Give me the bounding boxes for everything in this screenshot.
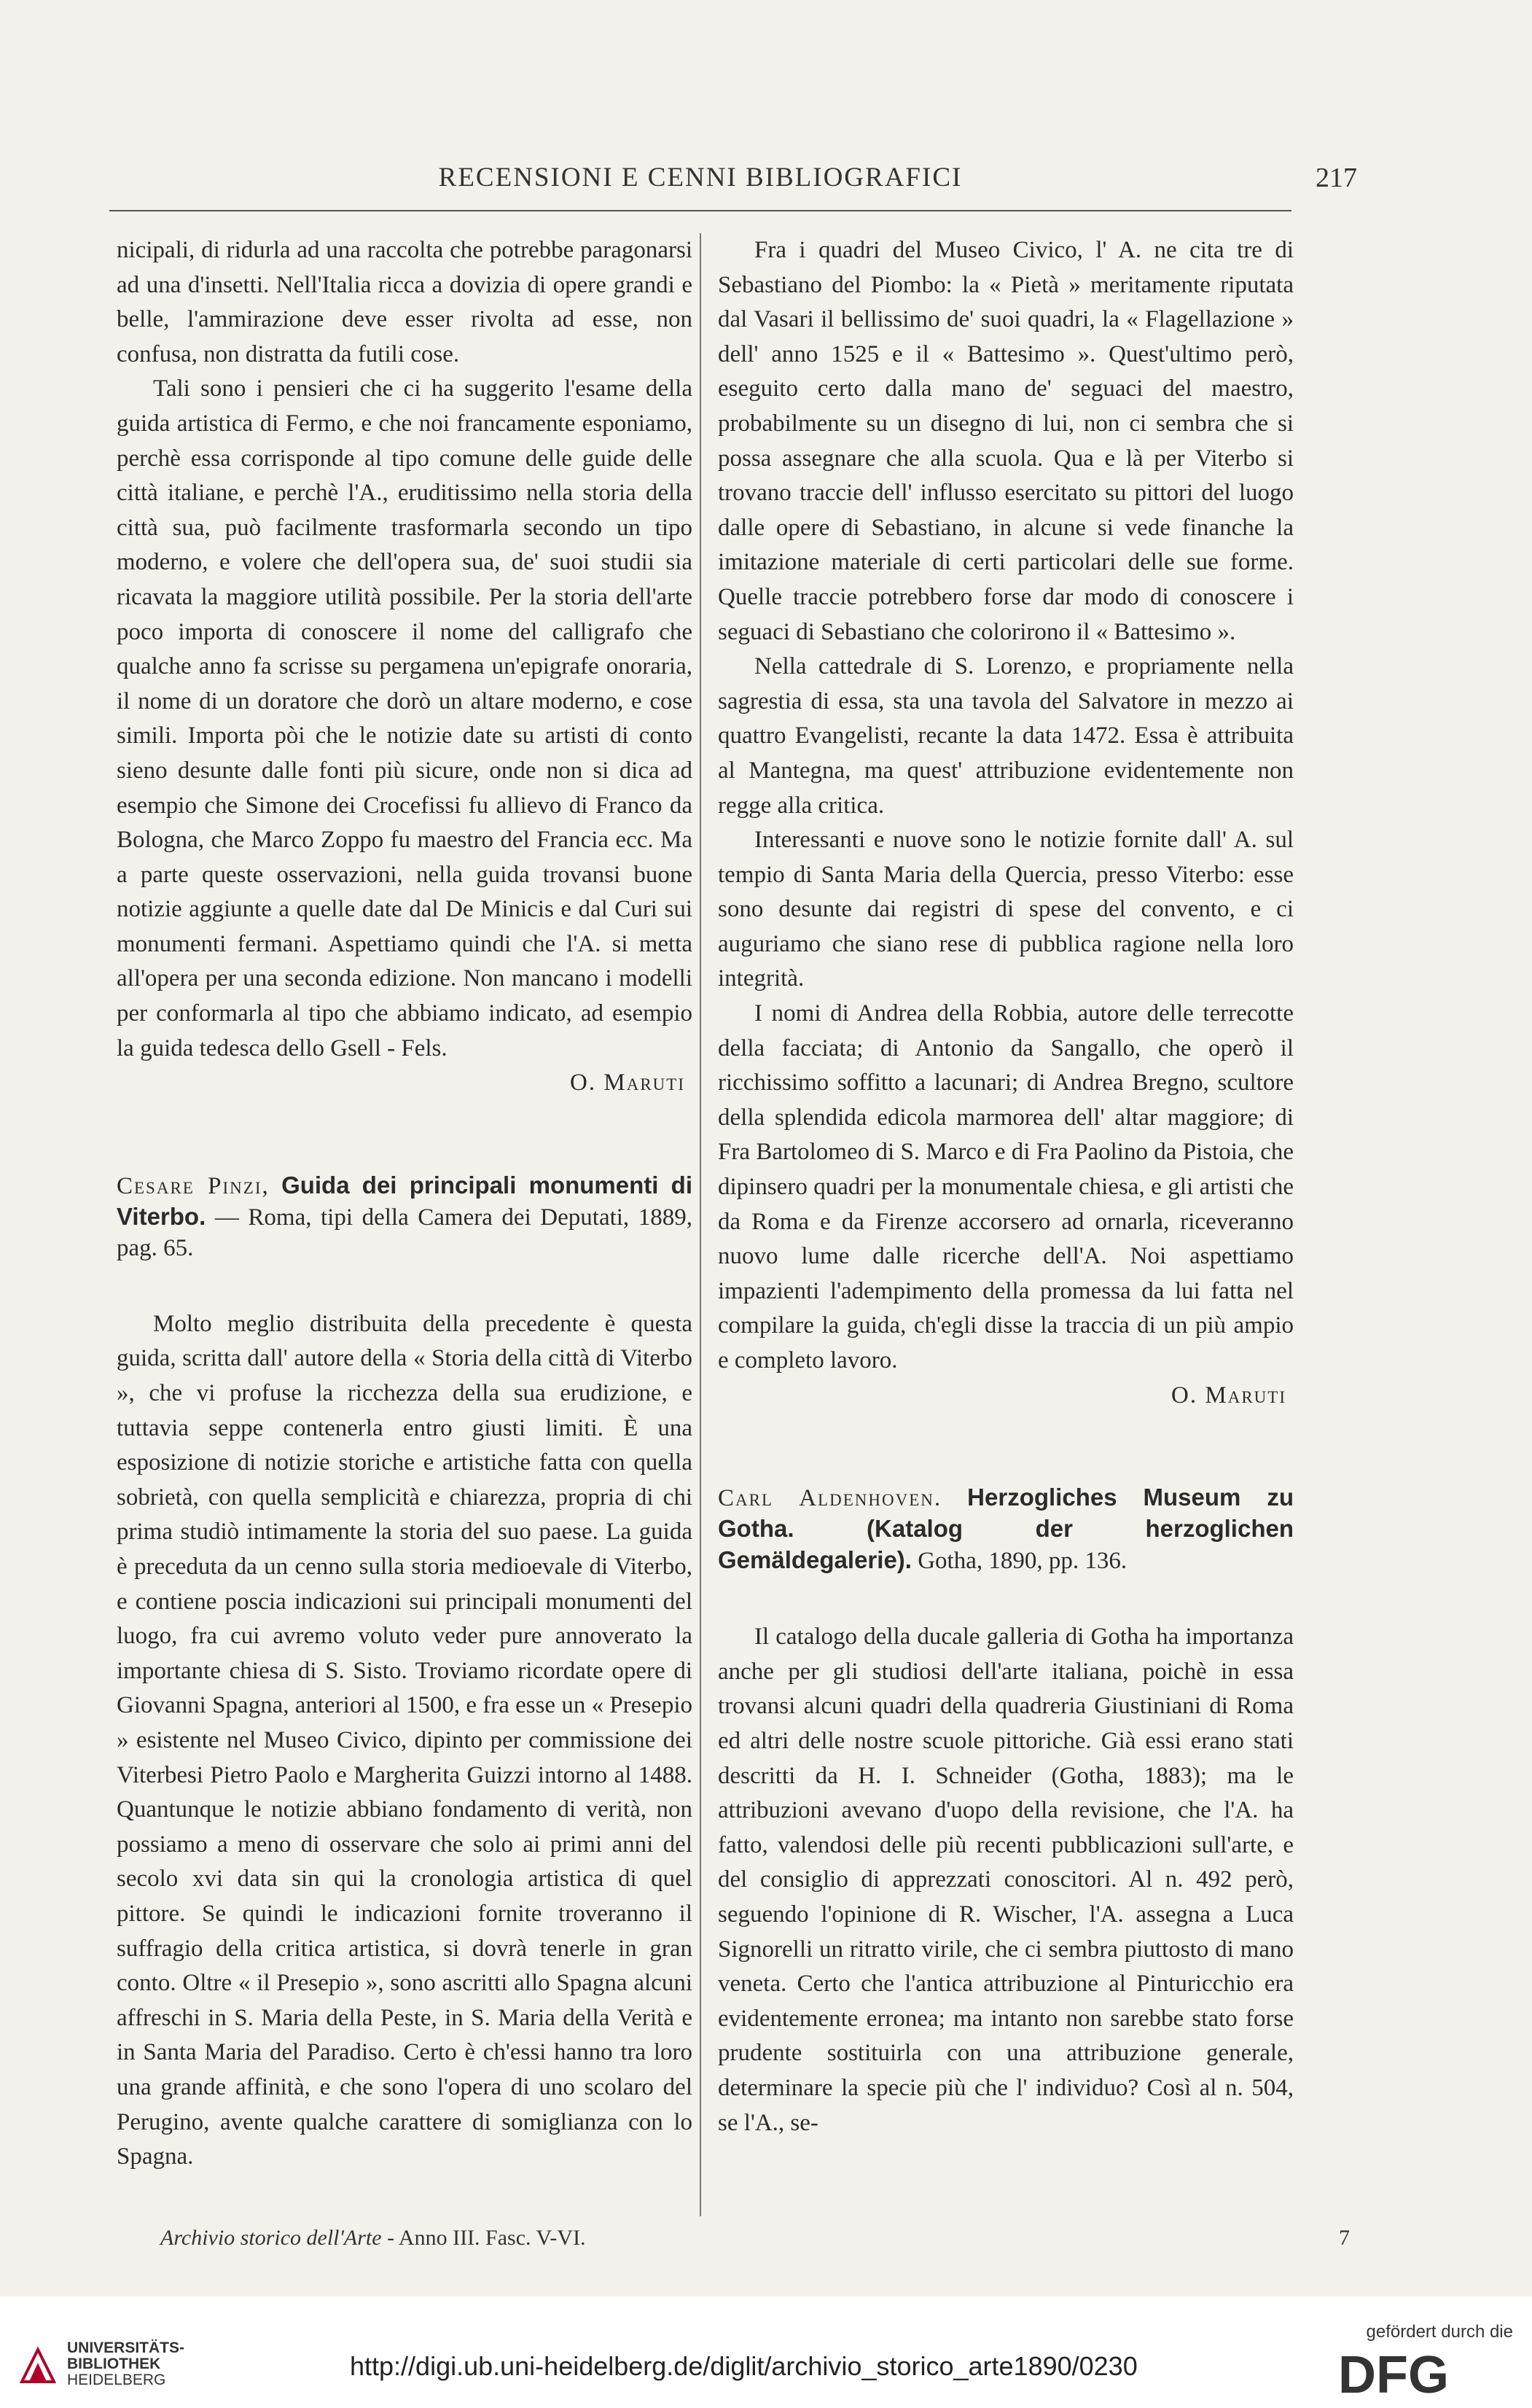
university-library-name bbox=[67, 2340, 184, 2388]
review-heading bbox=[718, 1482, 1294, 1576]
running-title: RECENSIONI E CENNI BIBLIOGRAFICI bbox=[438, 163, 963, 192]
dfg-logo-text: DFG bbox=[1338, 2349, 1449, 2397]
funding-label: gefördert durch die bbox=[1366, 2322, 1513, 2342]
paragraph: Molto meglio distribuita della precedente è questa guida, scritta dall' autore della « Storia della città di Viterbo », che vi profuse la ricchezza della sua erudizione, e tuttavia seppe contenerla entro giusti limiti. È una esposizione di notizie storiche e artistiche fatta con quella sobrietà, con quella semplicità e chiarezza, propria di chi prima studiò intimamente la storia del suo paese. La guida è preceduta da un cenno sulla storia medioevale di Viterbo, e contiene poscia indicazioni sui principali monumenti del luogo, fra cui avremo voluto veder pure annoverato la importante chiesa di S. Sisto. Troviamo ricordate opere di Giovanni Spagna, anteriori al 1500, e fra esse un « Presepio » esistente nel Museo Civico, dipinto per commissione dei Viterbesi Pietro Paolo e Margherita Guizzi intorno al 1488. Quantunque le notizie abbiano fondamento di verità, non possiamo a meno di osservare che solo ai primi anni del secolo xvi data sin qui la cronologia artistica di quel pittore. Se quindi le indicazioni fornite troveranno il suffragio della critica artistica, si dovrà tenerle in gran conto. Oltre « il Presepio », sono ascritti allo Spagna alcuni affreschi in S. Maria della Peste, in S. Maria della Verità e in Santa Maria del Paradiso. Certo è ch'essi hanno tra loro una grande affinità, e che sono l'opera di uno scolaro del Perugino, avente qualche carattere di somiglianza con lo Spagna. bbox=[117, 1310, 692, 2170]
review-heading bbox=[117, 1170, 692, 1263]
ub-line: BIBLIOTHEK bbox=[67, 2356, 161, 2372]
column-divider bbox=[700, 233, 701, 2216]
paragraph: nicipali, di ridurla ad una raccolta che potrebbe paragonarsi ad una d'insetti. Nell'Italia ricca a dovizia di opere grandi e belle, l'ammirazione deve esser rivolta ad esse, non confusa, non distratta da futili cose. bbox=[117, 237, 692, 367]
review-book-title: Guida dei principali monumenti di Viterbo. bbox=[117, 1171, 692, 1230]
left-column bbox=[117, 233, 692, 2175]
dfg-logo-icon bbox=[1338, 2349, 1513, 2397]
page-header bbox=[109, 162, 1357, 206]
right-column bbox=[718, 233, 1294, 2140]
page-footer bbox=[160, 2226, 1350, 2251]
page-number: 217 bbox=[1316, 163, 1357, 193]
review-author: Carl Aldenhoven. bbox=[718, 1485, 942, 1512]
footer-issue: - Anno III. Fasc. V-VI. bbox=[381, 2226, 586, 2250]
paragraph: Il catalogo della ducale galleria di Gotha ha importanza anche per gli studiosi dell'arte italiana, poichè in essa trovansi alcuni quadri della quadreria Giustiniani di Roma ed altri delle nostre scuole pittoriche. Già essi erano stati descritti da H. I. Schneider (Gotha, 1883); ma le attribuzioni avevano d'uopo della revisione, che l'A. ha fatto, valendosi delle più recenti pubblicazioni sull'arte, e del consiglio di apprezzati conoscitori. Al n. 492 però, seguendo l'opinione di R. Wischer, l'A. assegna a Luca Signorelli un ritratto virile, che ci sembra piuttosto di mano veneta. Certo che l'antica attribuzione al Pinturicchio era evidentemente erronea; ma intanto non sarebbe stato forse prudente sostituirla con una attribuzione generale, determinare la specie più che l' individuo? Così al n. 504, se l'A., se- bbox=[718, 1624, 1294, 2136]
paragraph: Tali sono i pensieri che ci ha suggerito l'esame della guida artistica di Fermo, e che noi francamente esponiamo, perchè essa corrisponde al tipo comune delle guide delle città italiane, e perchè l'A., eruditissimo nella storia della città sua, può facilmente trasformarla secondo un tipo moderno, e volere che dell'opera sua, de' suoi studii sia ricavata la maggiore utilità possibile. Per la storia dell'arte poco importa di conoscere il nome del calligrafo che qualche anno fa scrisse su pergamena un'epigrafe onoraria, il nome di un doratore che dorò un altare moderno, e cose simili. Importa pòi che le notizie date su artisti di conto sieno desunte dalle fonti più sicure, onde non si dica ad esempio che Simone dei Crocefissi fu allievo di Franco da Bologna, che Marco Zoppo fu maestro del Francia ecc. Ma a parte queste osservazioni, nella guida trovansi buone notizie aggiunte a quelle date dal De Minicis e dal Curi sui monumenti fermani. Aspettiamo quindi che l'A. si metta all'opera per una seconda edizione. Non mancano i modelli per conformarla al tipo che abbiamo indicato, ad esempio la guida tedesca dello Gsell - Fels. bbox=[117, 375, 692, 1061]
ub-line: HEIDELBERG bbox=[67, 2372, 166, 2388]
paragraph: Nella cattedrale di S. Lorenzo, e propriamente nella sagrestia di essa, sta una tavola del Salvatore in mezzo ai quattro Evangelisti, recante la data 1472. Essa è attribuita al Mantegna, ma quest' attribuzione evidentemente non regge alla critica. bbox=[718, 653, 1294, 819]
permalink-url[interactable]: http://digi.ub.uni-heidelberg.de/diglit/archivio_storico_arte1890/0230 bbox=[350, 2351, 1138, 2381]
ub-line: UNIVERSITÄTS- bbox=[67, 2339, 185, 2356]
signature: O. Maruti bbox=[1171, 1382, 1286, 1408]
header-rule bbox=[109, 210, 1291, 211]
review-publication: — Roma, tipi della Camera dei Deputati, 1889, pag. 65. bbox=[117, 1204, 692, 1261]
paragraph: I nomi di Andrea della Robbia, autore delle terrecotte della facciata; di Antonio da Sangallo, che operò il ricchissimo soffitto a lacunari; di Andrea Bregno, scultore della splendida edicola marmorea dell' altar maggiore; di Fra Bartolomeo di S. Marco e di Fra Paolino da Pistoia, che dipinsero quadri per la monumentale chiesa, e gli artisti che da Roma e da Firenze accorsero ad ornarla, riceveranno nuovo lume dalle ricerche dell'A. Noi aspettiamo impazienti l'adempimento della promessa da lui fatta nel compilare la guida, ch'egli disse la traccia di un più ampio e completo lavoro. bbox=[718, 1000, 1294, 1374]
footer-journal: Archivio storico dell'Arte bbox=[160, 2226, 382, 2250]
paragraph: Interessanti e nuove sono le notizie fornite dall' A. sul tempio di Santa Maria della Quercia, presso Viterbo: esse sono desunte dai registri di spese del convento, e ci auguriamo che siano rese di pubblica ragione nella loro integrità. bbox=[718, 827, 1294, 992]
review-publication: Gotha, 1890, pp. 136. bbox=[918, 1548, 1127, 1575]
review-author: Cesare Pinzi, bbox=[117, 1172, 270, 1199]
signature: O. Maruti bbox=[570, 1069, 685, 1096]
paragraph: Fra i quadri del Museo Civico, l' A. ne cita tre di Sebastiano del Piombo: la « Pietà » meritamente riputata dal Vasari il bellissimo de' suoi quadri, la « Flagellazione » dell' anno 1525 e il « Battesimo ». Quest'ultimo però, eseguito certo dalla mano de' seguaci del maestro, probabilmente su un disegno di lui, non ci sembra che si possa assegnare che alla scuola. Qua e là per Viterbo si trovano traccie dell' influsso esercitato su pittori del luogo dalle opere di Sebastiano, in alcune si vede finanche la imitazione materiale di certi particolari delle sue forme. Quelle traccie potrebbero forse dar modo di conoscere i seguaci di Sebastiano che colorirono il « Battesimo ». bbox=[718, 237, 1294, 645]
university-library-logo-icon bbox=[16, 2344, 60, 2388]
review-book-title: Herzogliches Museum zu Gotha. (Katalog der herzoglichen Gemäldegalerie). bbox=[718, 1484, 1294, 1574]
footer-sheet-number: 7 bbox=[1339, 2226, 1350, 2250]
